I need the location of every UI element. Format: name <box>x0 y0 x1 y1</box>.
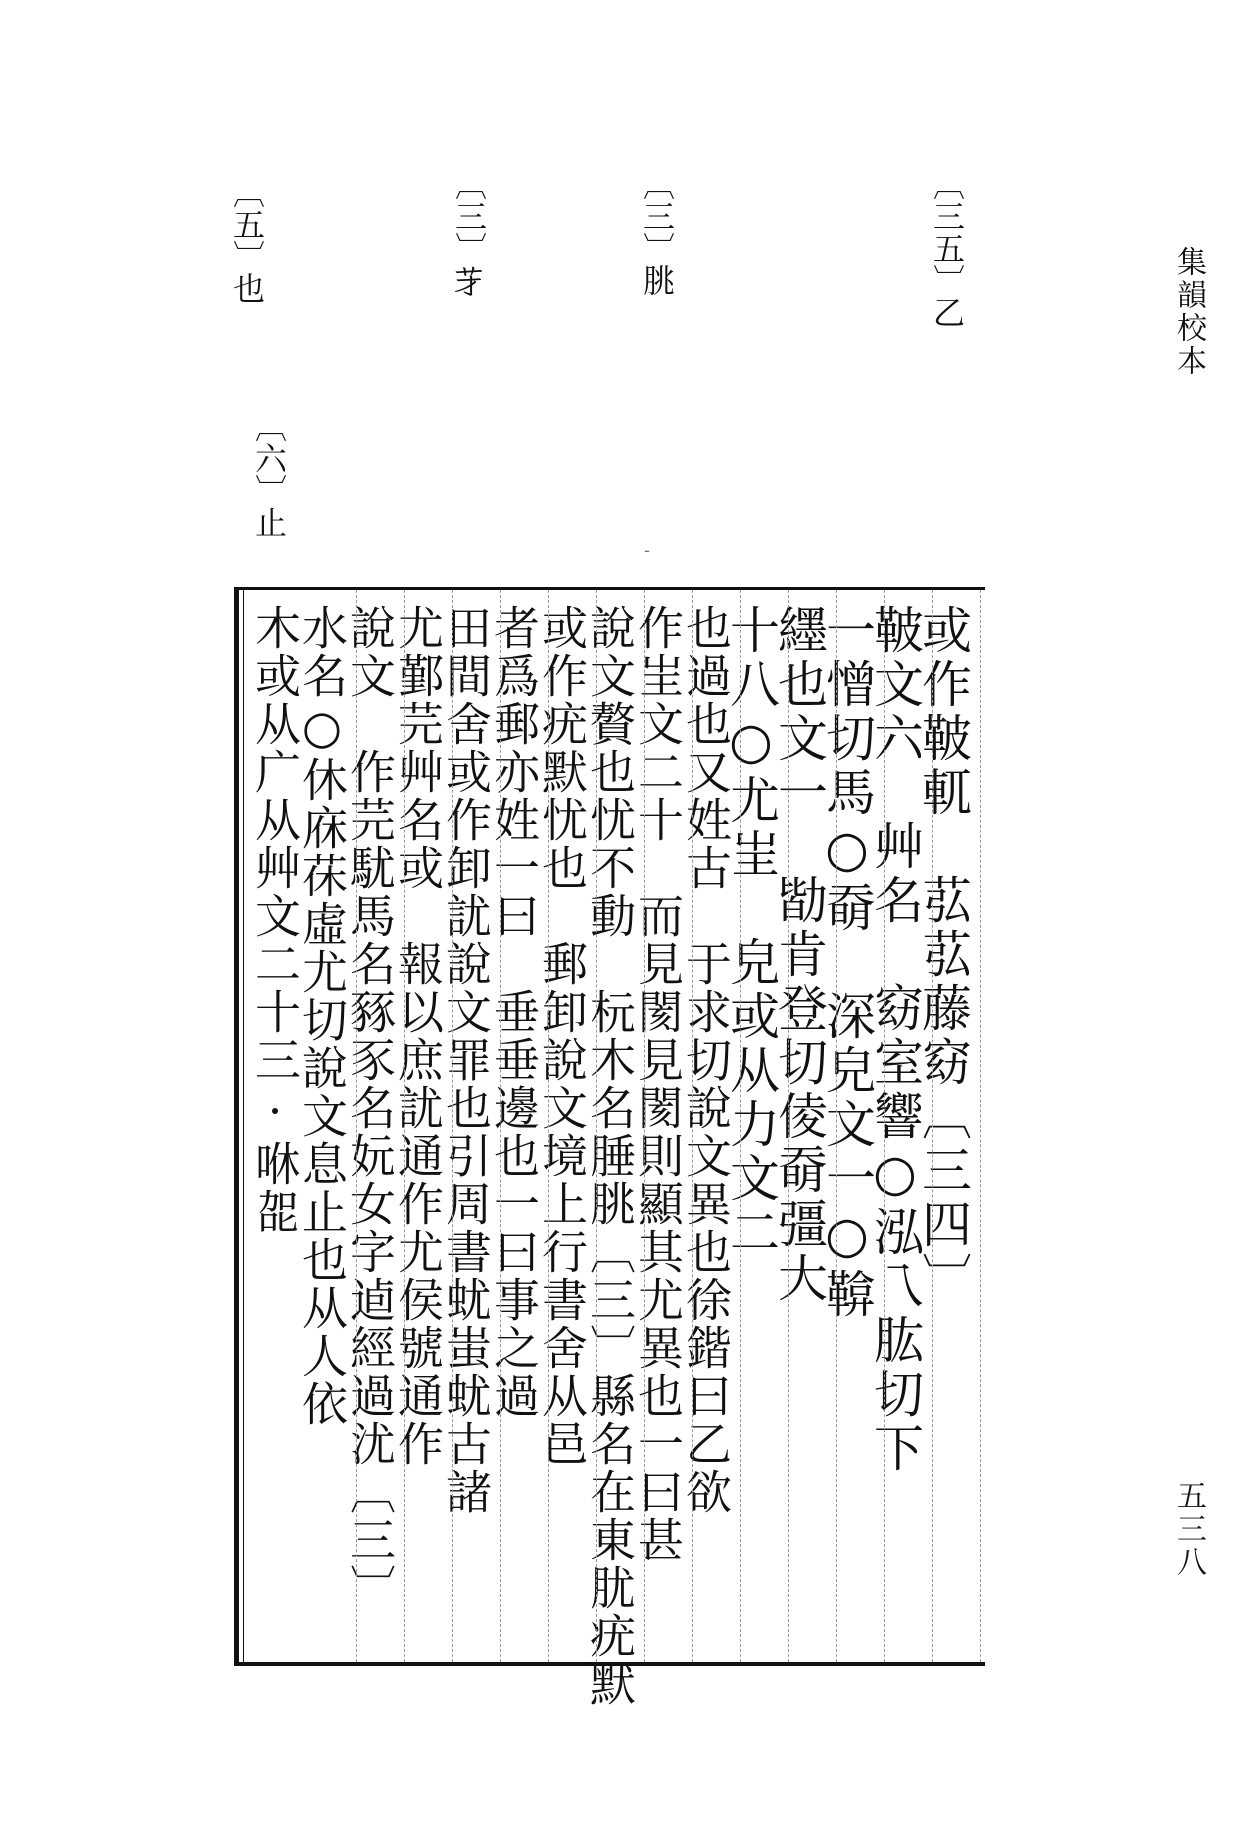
collation-note-36: 〔六〕止 <box>250 410 288 538</box>
column-text: 木或从广从艸文二十三·咻㖙 <box>248 604 302 1236</box>
column-text: 說文贅也忧不動 杬木名腄朓〔三〕縣名在東肬疣默 <box>583 604 637 1708</box>
text-frame <box>234 587 985 1708</box>
column-text: 者爲郵亦姓一曰 垂垂邊也一曰事之過 <box>487 604 541 1420</box>
collation-note-32: 〔三〕朓 <box>638 168 676 296</box>
column-text: 或作疣默忧也 郵卸說文境上行書舍从邑 <box>535 604 589 1468</box>
column-text: 鞁文六 艸名 窈室響○泓乁肱切下 <box>866 604 924 1476</box>
collation-note-33: 〔三〕𦬁 <box>450 168 488 296</box>
column-text: 水名○休庥茠虛尤切說文息止也从人依 <box>295 604 349 1428</box>
collation-note-35: 〔三五〕乙 <box>928 168 966 328</box>
page-number: 五三八 <box>1171 1480 1206 1579</box>
text-column <box>225 590 309 1662</box>
column-text: 作㞷文二十 而見閡見閡則顯其尤異也一曰甚 <box>631 604 685 1564</box>
column-text: 或作鞁軏 苰苰藤窈〔三四〕 <box>914 604 972 1306</box>
column-text: 尤鄞芫艸名或 報以庶訧通作尤侯號通作 <box>391 604 445 1468</box>
column-text: 一憎切馬○奣 深皃文一○鞥 <box>818 604 876 1322</box>
column-text: 也過也又姓古 于求切說文異也徐鍇曰乙欲 <box>679 604 733 1516</box>
column-text: 纆也文一 勓肯登切倰奣彊大 <box>770 604 828 1306</box>
dash-mark: - <box>644 540 651 561</box>
collation-note-34: 〔五〕也 <box>228 176 266 304</box>
running-header-title: 集韻校本 <box>1171 246 1206 378</box>
column-text: 田間舍或作卸訧說文罪也引周書蚘蚩蚘古諸 <box>439 604 493 1516</box>
column-text: 說文 作芫駀馬名豩豕名妧女字逌經過沋〔三〕 <box>343 604 397 1612</box>
column-text: 十八○尤㞷 皃或从力文二 <box>722 604 780 1260</box>
